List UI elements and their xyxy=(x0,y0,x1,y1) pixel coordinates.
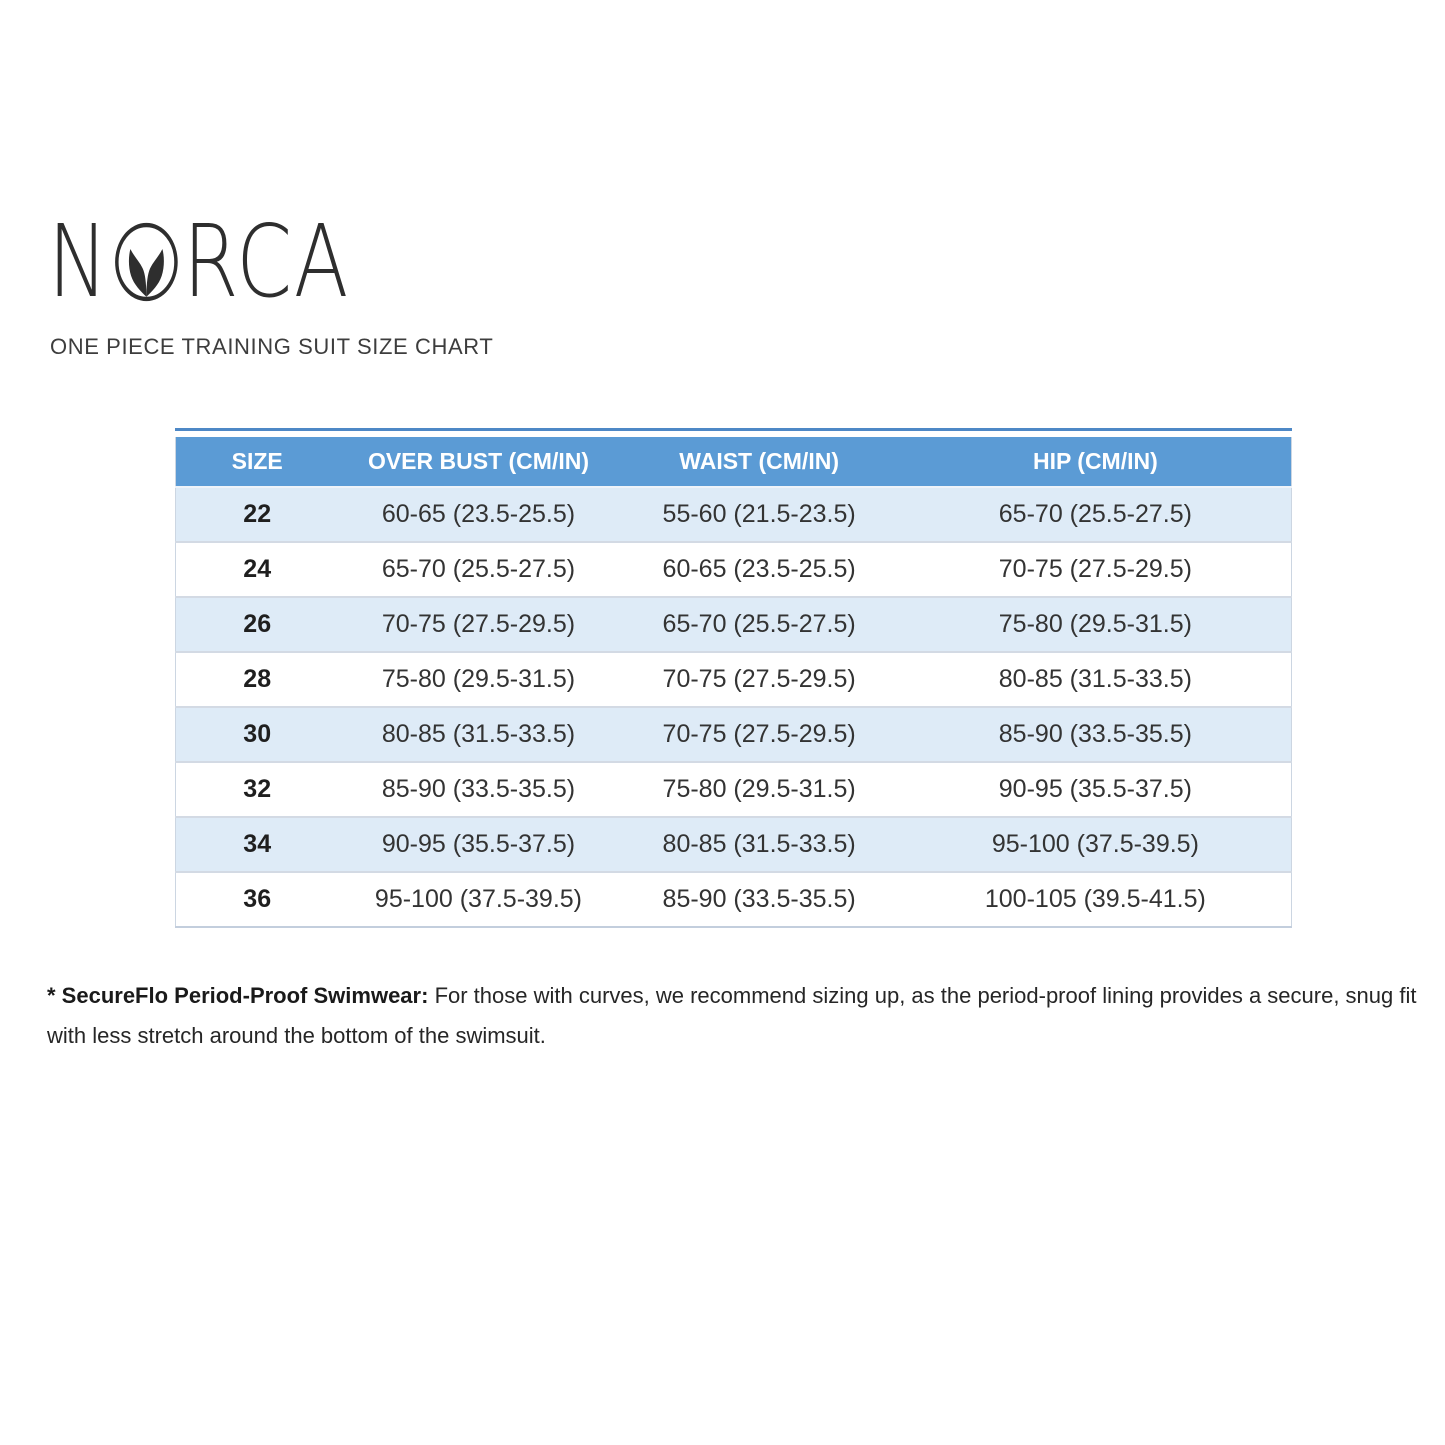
cell-waist: 75-80 (29.5-31.5) xyxy=(619,762,900,817)
table-row xyxy=(176,542,1292,597)
size-chart-table xyxy=(175,437,1292,928)
table-row xyxy=(176,762,1292,817)
size-chart xyxy=(175,428,1292,928)
cell-hip: 75-80 (29.5-31.5) xyxy=(900,597,1292,652)
cell-size: 32 xyxy=(176,762,339,817)
table-top-rule xyxy=(175,428,1292,431)
cell-over-bust: 60-65 (23.5-25.5) xyxy=(338,487,618,542)
cell-hip: 80-85 (31.5-33.5) xyxy=(900,652,1292,707)
table-row xyxy=(176,487,1292,542)
cell-waist: 70-75 (27.5-29.5) xyxy=(619,707,900,762)
cell-over-bust: 75-80 (29.5-31.5) xyxy=(338,652,618,707)
table-row xyxy=(176,872,1292,927)
cell-size: 30 xyxy=(176,707,339,762)
cell-size: 24 xyxy=(176,542,339,597)
cell-hip: 100-105 (39.5-41.5) xyxy=(900,872,1292,927)
cell-hip: 85-90 (33.5-35.5) xyxy=(900,707,1292,762)
table-row xyxy=(176,817,1292,872)
column-header-waist: WAIST (CM/IN) xyxy=(619,437,900,487)
column-header-over-bust: OVER BUST (CM/IN) xyxy=(338,437,618,487)
table-row xyxy=(176,707,1292,762)
cell-hip: 95-100 (37.5-39.5) xyxy=(900,817,1292,872)
cell-over-bust: 85-90 (33.5-35.5) xyxy=(338,762,618,817)
footnote xyxy=(47,976,1419,1055)
cell-hip: 70-75 (27.5-29.5) xyxy=(900,542,1292,597)
page-title: ONE PIECE TRAINING SUIT SIZE CHART xyxy=(50,334,494,359)
table-row xyxy=(176,652,1292,707)
cell-over-bust: 80-85 (31.5-33.5) xyxy=(338,707,618,762)
cell-waist: 85-90 (33.5-35.5) xyxy=(619,872,900,927)
mermaid-tail-icon xyxy=(114,222,178,302)
cell-over-bust: 65-70 (25.5-27.5) xyxy=(338,542,618,597)
cell-waist: 60-65 (23.5-25.5) xyxy=(619,542,900,597)
column-header-hip: HIP (CM/IN) xyxy=(900,437,1292,487)
footnote-text: For those with curves, we recommend sizing up, as the period-proof lining provides a secure, snug fit with less stretch around the bottom of the swimsuit. xyxy=(47,983,1417,1048)
cell-size: 26 xyxy=(176,597,339,652)
cell-over-bust: 95-100 (37.5-39.5) xyxy=(338,872,618,927)
brand-logo xyxy=(48,203,351,320)
cell-size: 34 xyxy=(176,817,339,872)
cell-waist: 65-70 (25.5-27.5) xyxy=(619,597,900,652)
cell-over-bust: 90-95 (35.5-37.5) xyxy=(338,817,618,872)
cell-waist: 80-85 (31.5-33.5) xyxy=(619,817,900,872)
cell-size: 28 xyxy=(176,652,339,707)
cell-size: 36 xyxy=(176,872,339,927)
cell-waist: 70-75 (27.5-29.5) xyxy=(619,652,900,707)
cell-hip: 65-70 (25.5-27.5) xyxy=(900,487,1292,542)
table-row xyxy=(176,597,1292,652)
cell-over-bust: 70-75 (27.5-29.5) xyxy=(338,597,618,652)
footnote-label: * SecureFlo Period-Proof Swimwear: xyxy=(47,983,429,1008)
brand-logo-letter-n: N xyxy=(48,203,110,320)
cell-waist: 55-60 (21.5-23.5) xyxy=(619,487,900,542)
cell-hip: 90-95 (35.5-37.5) xyxy=(900,762,1292,817)
brand-logo-letters-rca: RCA xyxy=(183,203,351,320)
column-header-size: SIZE xyxy=(176,437,339,487)
cell-size: 22 xyxy=(176,487,339,542)
table-header-row xyxy=(176,437,1292,487)
